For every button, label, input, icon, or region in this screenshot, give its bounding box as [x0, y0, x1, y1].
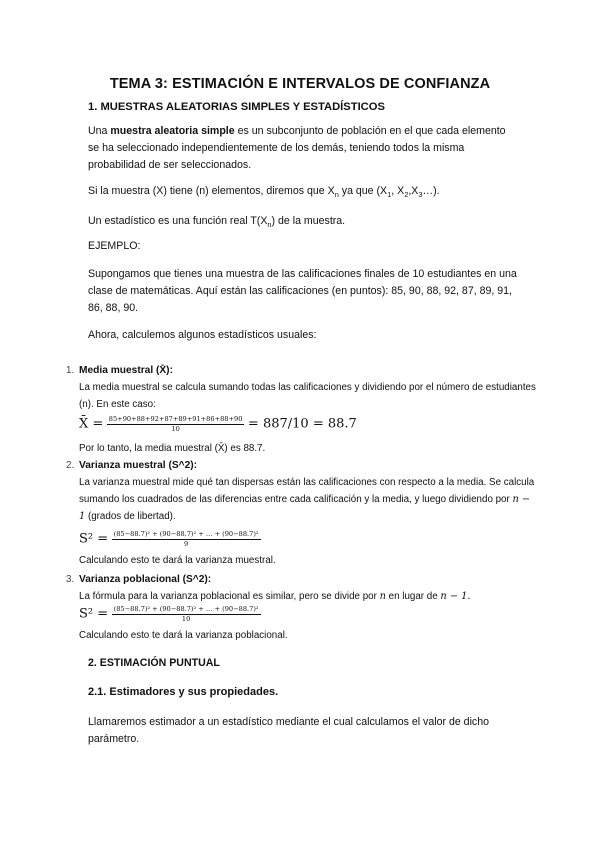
- fraction-denominator: 9: [184, 540, 189, 548]
- text: Un estadístico es una función real T(X: [88, 215, 268, 227]
- population-variance-formula: [79, 605, 261, 624]
- page-title: TEMA 3: ESTIMACIÓN E INTERVALOS DE CONFIANZA: [109, 76, 491, 92]
- subscript: 3: [418, 190, 423, 200]
- paragraph-definition: [88, 123, 518, 174]
- text: ) de la muestra.: [271, 215, 346, 227]
- fraction: [112, 605, 261, 624]
- list-title: Varianza poblacional (S^2):: [79, 574, 212, 585]
- list-text: Calculando esto te dará la varianza poblacional.: [79, 630, 288, 641]
- fraction-numerator: 85+90+88+92+87+89+91+86+88+90: [108, 415, 243, 423]
- fraction-numerator: (85−88.7)² + (90−88.7)² + … + (90−88.7)²: [113, 605, 259, 613]
- text: ,X: [408, 185, 419, 197]
- text: ya que (X: [338, 185, 388, 197]
- list-text: La media muestral se calcula sumando todas las calificaciones y dividiendo por el número de estudiantes (n). En este caso:: [79, 382, 536, 410]
- paragraph-example: Supongamos que tienes una muestra de las calificaciones finales de 10 estudiantes en una clase de matemáticas. Aquí están las calificaciones (en puntos): 85, 90, 88, 92, 87, 89, 91, 86, 88, 90.: [88, 268, 517, 314]
- fraction-denominator: 10: [171, 425, 180, 433]
- sample-variance-formula: [79, 530, 261, 549]
- text: , X: [391, 185, 405, 197]
- text: …).: [422, 185, 440, 197]
- text: Una: [88, 125, 111, 137]
- paragraph-statistic: [88, 213, 518, 233]
- section-heading: 2. ESTIMACIÓN PUNTUAL: [88, 657, 220, 669]
- subscript: n: [334, 190, 339, 200]
- bold-term: muestra aleatoria simple: [110, 125, 235, 137]
- subscript: 2: [404, 190, 409, 200]
- fraction-numerator: (85−88.7)² + (90−88.7)² + … + (90−88.7)²: [113, 530, 259, 538]
- mean-formula: [79, 415, 357, 434]
- formula-lhs: X̄ =: [79, 416, 104, 432]
- list-number: 3.: [66, 574, 75, 585]
- fraction: [112, 530, 261, 549]
- math-inline: n: [379, 591, 386, 602]
- fraction-denominator: 10: [181, 615, 191, 623]
- text: es un subconjunto de población en el que cada elemento se ha seleccionado independientemente de los demás, teniendo todos la misma probabilidad de ser seleccionados.: [88, 125, 506, 171]
- list-title: Media muestral (X̄):: [79, 365, 173, 376]
- subscript: 1: [387, 190, 392, 200]
- list-number: 1.: [66, 365, 75, 376]
- list-text: [79, 588, 539, 605]
- paragraph-sample: [88, 183, 518, 203]
- list-text: Por lo tanto, la media muestral (X̄) es 88.7.: [79, 443, 266, 454]
- text: en lugar de: [385, 591, 441, 602]
- formula-lhs: S² =: [79, 531, 109, 547]
- formula-lhs: S² =: [79, 606, 109, 622]
- paragraph-statistics-intro: Ahora, calculemos algunos estadísticos usuales:: [88, 329, 317, 341]
- subscript: n: [267, 220, 272, 230]
- text: (grados de libertad).: [85, 511, 176, 522]
- example-label: EJEMPLO:: [88, 240, 141, 252]
- text: La fórmula para la varianza poblacional es similar, pero se divide por: [79, 591, 380, 602]
- paragraph-estimator: Llamaremos estimador a un estadístico mediante el cual calculamos el valor de dicho parámetro.: [88, 716, 490, 745]
- list-text: [79, 474, 539, 525]
- subsection-heading: 2.1. Estimadores y sus propiedades.: [88, 686, 279, 698]
- math-inline: n − 1.: [440, 591, 471, 602]
- list-number: 2.: [66, 460, 75, 471]
- text: La varianza muestral mide qué tan dispersas están las calificaciones con respecto a la media. Se calcula sumando los cuadrados de las diferencias entre cada calificación y la media, y luego dividiendo por: [79, 477, 535, 505]
- list-title: Varianza muestral (S^2):: [79, 460, 198, 471]
- text: Si la muestra (X) tiene (n) elementos, diremos que X: [88, 185, 335, 197]
- formula-rhs: = 887/10 = 88.7: [247, 416, 357, 432]
- section-heading: 1. MUESTRAS ALEATORIAS SIMPLES Y ESTADÍSTICOS: [88, 101, 385, 113]
- math-inline: n − 1: [79, 494, 531, 522]
- list-text: Calculando esto te dará la varianza muestral.: [79, 555, 276, 566]
- fraction: [107, 415, 245, 434]
